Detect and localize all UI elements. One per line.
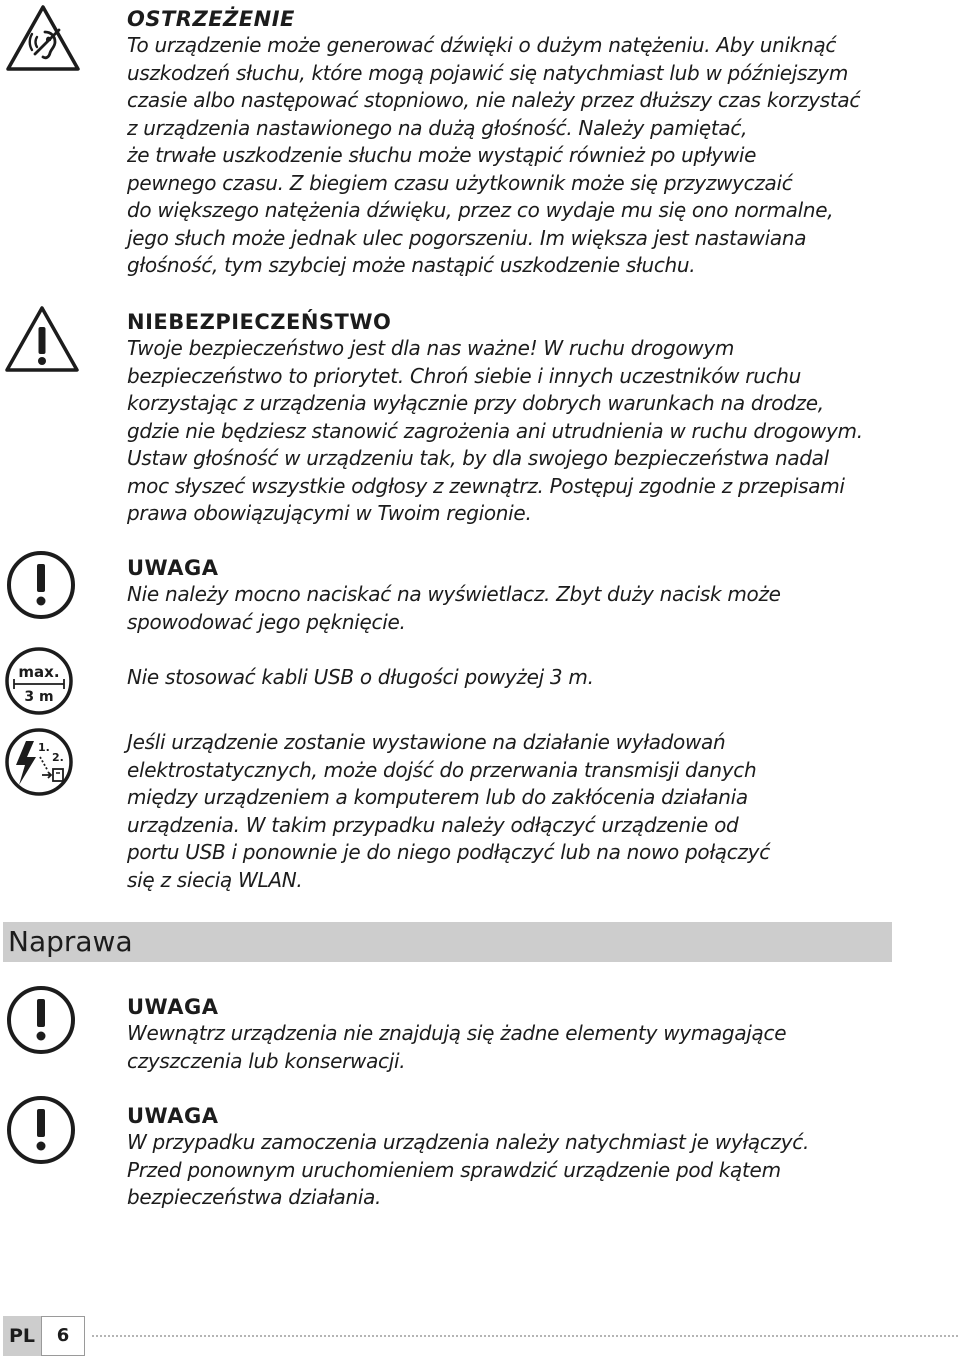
danger-triangle-icon [4,305,80,373]
danger-line: Ustaw głośność w urządzeniu tak, by dla swojego bezpieczeństwa nadal [127,446,829,470]
danger-line: gdzie nie będziesz stanowić zagrożenia ani utrudnienia w ruchu drogowym. [127,418,863,443]
warning-line: głośność, tym szybciej może nastąpić uszkodzenie słuchu. [127,253,696,277]
danger-line: moc słyszeć wszystkie odgłosy z zewnątrz. Postępuj zgodnie z przepisami [127,473,845,498]
caution-display-block [127,555,927,636]
esd-step-2: 2. [52,751,64,764]
usb-cable-line: Nie stosować kabli USB o długości powyżej 3 m. [127,665,594,689]
usb-cable-block [127,664,927,692]
caution-circle-icon [5,1094,77,1166]
esd-line: między urządzeniem a komputerem lub do zakłócenia działania [127,785,748,809]
danger-line: korzystając z urządzenia wyłącznie przy dobrych warunkach na drodze, [127,391,824,415]
repair-caution-2-block [127,1103,927,1212]
caution-circle-icon [5,549,77,621]
danger-line: Twoje bezpieczeństwo jest dla nas ważne! W ruchu drogowym [127,336,735,360]
repair-caution-1-text [127,1020,927,1075]
danger-heading: NIEBEZPIECZEŃSTWO [127,310,392,334]
footer-dotted-rule [92,1335,958,1337]
footer-page-number: 6 [41,1316,85,1356]
caution-display-line: Nie należy mocno naciskać na wyświetlacz. Zbyt duży nacisk może [127,582,781,606]
esd-step-1: 1. [38,741,50,754]
hearing-warning-icon [5,4,81,72]
repair-caution-1-line: czyszczenia lub konserwacji. [127,1048,406,1073]
repair-caution-1-heading: UWAGA [127,995,219,1019]
max-cable-length-icon [4,646,74,716]
caution-circle-icon [5,984,77,1056]
esd-line: elektrostatycznych, może dojść do przerwania transmisji danych [127,757,757,782]
esd-line: Jeśli urządzenie zostanie wystawione na działanie wyładowań [127,730,726,754]
repair-caution-2-line: Przed ponownym uruchomieniem sprawdzić urządzenie pod kątem [127,1157,781,1182]
warning-line: To urządzenie może generować dźwięki o dużym natężeniu. Aby uniknąć [127,33,837,57]
warning-line: uszkodzeń słuchu, które mogą pojawić się natychmiast lub w późniejszym [127,60,849,85]
warning-block [127,6,927,280]
danger-line: prawa obowiązującymi w Twoim regionie. [127,501,532,525]
warning-line: z urządzenia nastawionego na dużą głośność. Należy pamiętać, [127,115,748,140]
length-label: 3 m [24,689,54,705]
warning-heading: OSTRZEŻENIE [127,7,295,31]
footer-language: PL [3,1316,41,1356]
caution-display-line: spowodować jego pęknięcie. [127,609,406,634]
esd-line: się z siecią WLAN. [127,867,303,892]
warning-line: do większego natężenia dźwięku, przez co wydaje mu się ono normalne, [127,198,834,222]
repair-caution-2-heading: UWAGA [127,1104,219,1128]
repair-caution-1-block [127,994,927,1075]
warning-line: jego słuch może jednak ulec pogorszeniu. Im większa jest nastawiana [127,225,807,250]
caution-display-heading: UWAGA [127,556,219,580]
repair-caution-2-line: bezpieczeństwa działania. [127,1185,382,1209]
esd-line: urządzenia. W takim przypadku należy odłączyć urządzenie od [127,812,739,837]
repair-caution-2-line: W przypadku zamoczenia urządzenia należy natychmiast je wyłączyć. [127,1130,810,1154]
caution-display-text [127,581,927,636]
warning-line: że trwałe uszkodzenie słuchu może wystąpić również po upływie [127,143,757,167]
warning-text [127,32,927,280]
repair-caution-1-line: Wewnątrz urządzenia nie znajdują się żadne elementy wymagające [127,1021,787,1045]
danger-block [127,309,927,528]
danger-line: bezpieczeństwo to priorytet. Chroń siebie i innych uczestników ruchu [127,363,802,388]
repair-caution-2-text [127,1129,927,1212]
danger-text [127,335,927,528]
section-title: Naprawa [8,925,133,958]
warning-line: pewnego czasu. Z biegiem czasu użytkownik może się przyzwyczaić [127,170,793,195]
esd-reconnect-icon [4,727,74,797]
section-header-bar [3,922,892,962]
max-label: max. [18,663,60,681]
warning-line: czasie albo następować stopniowo, nie należy przez dłuższy czas korzystać [127,88,861,112]
esd-line: portu USB i ponownie je do niego podłączyć lub na nowo połączyć [127,840,770,864]
esd-block [127,729,927,894]
